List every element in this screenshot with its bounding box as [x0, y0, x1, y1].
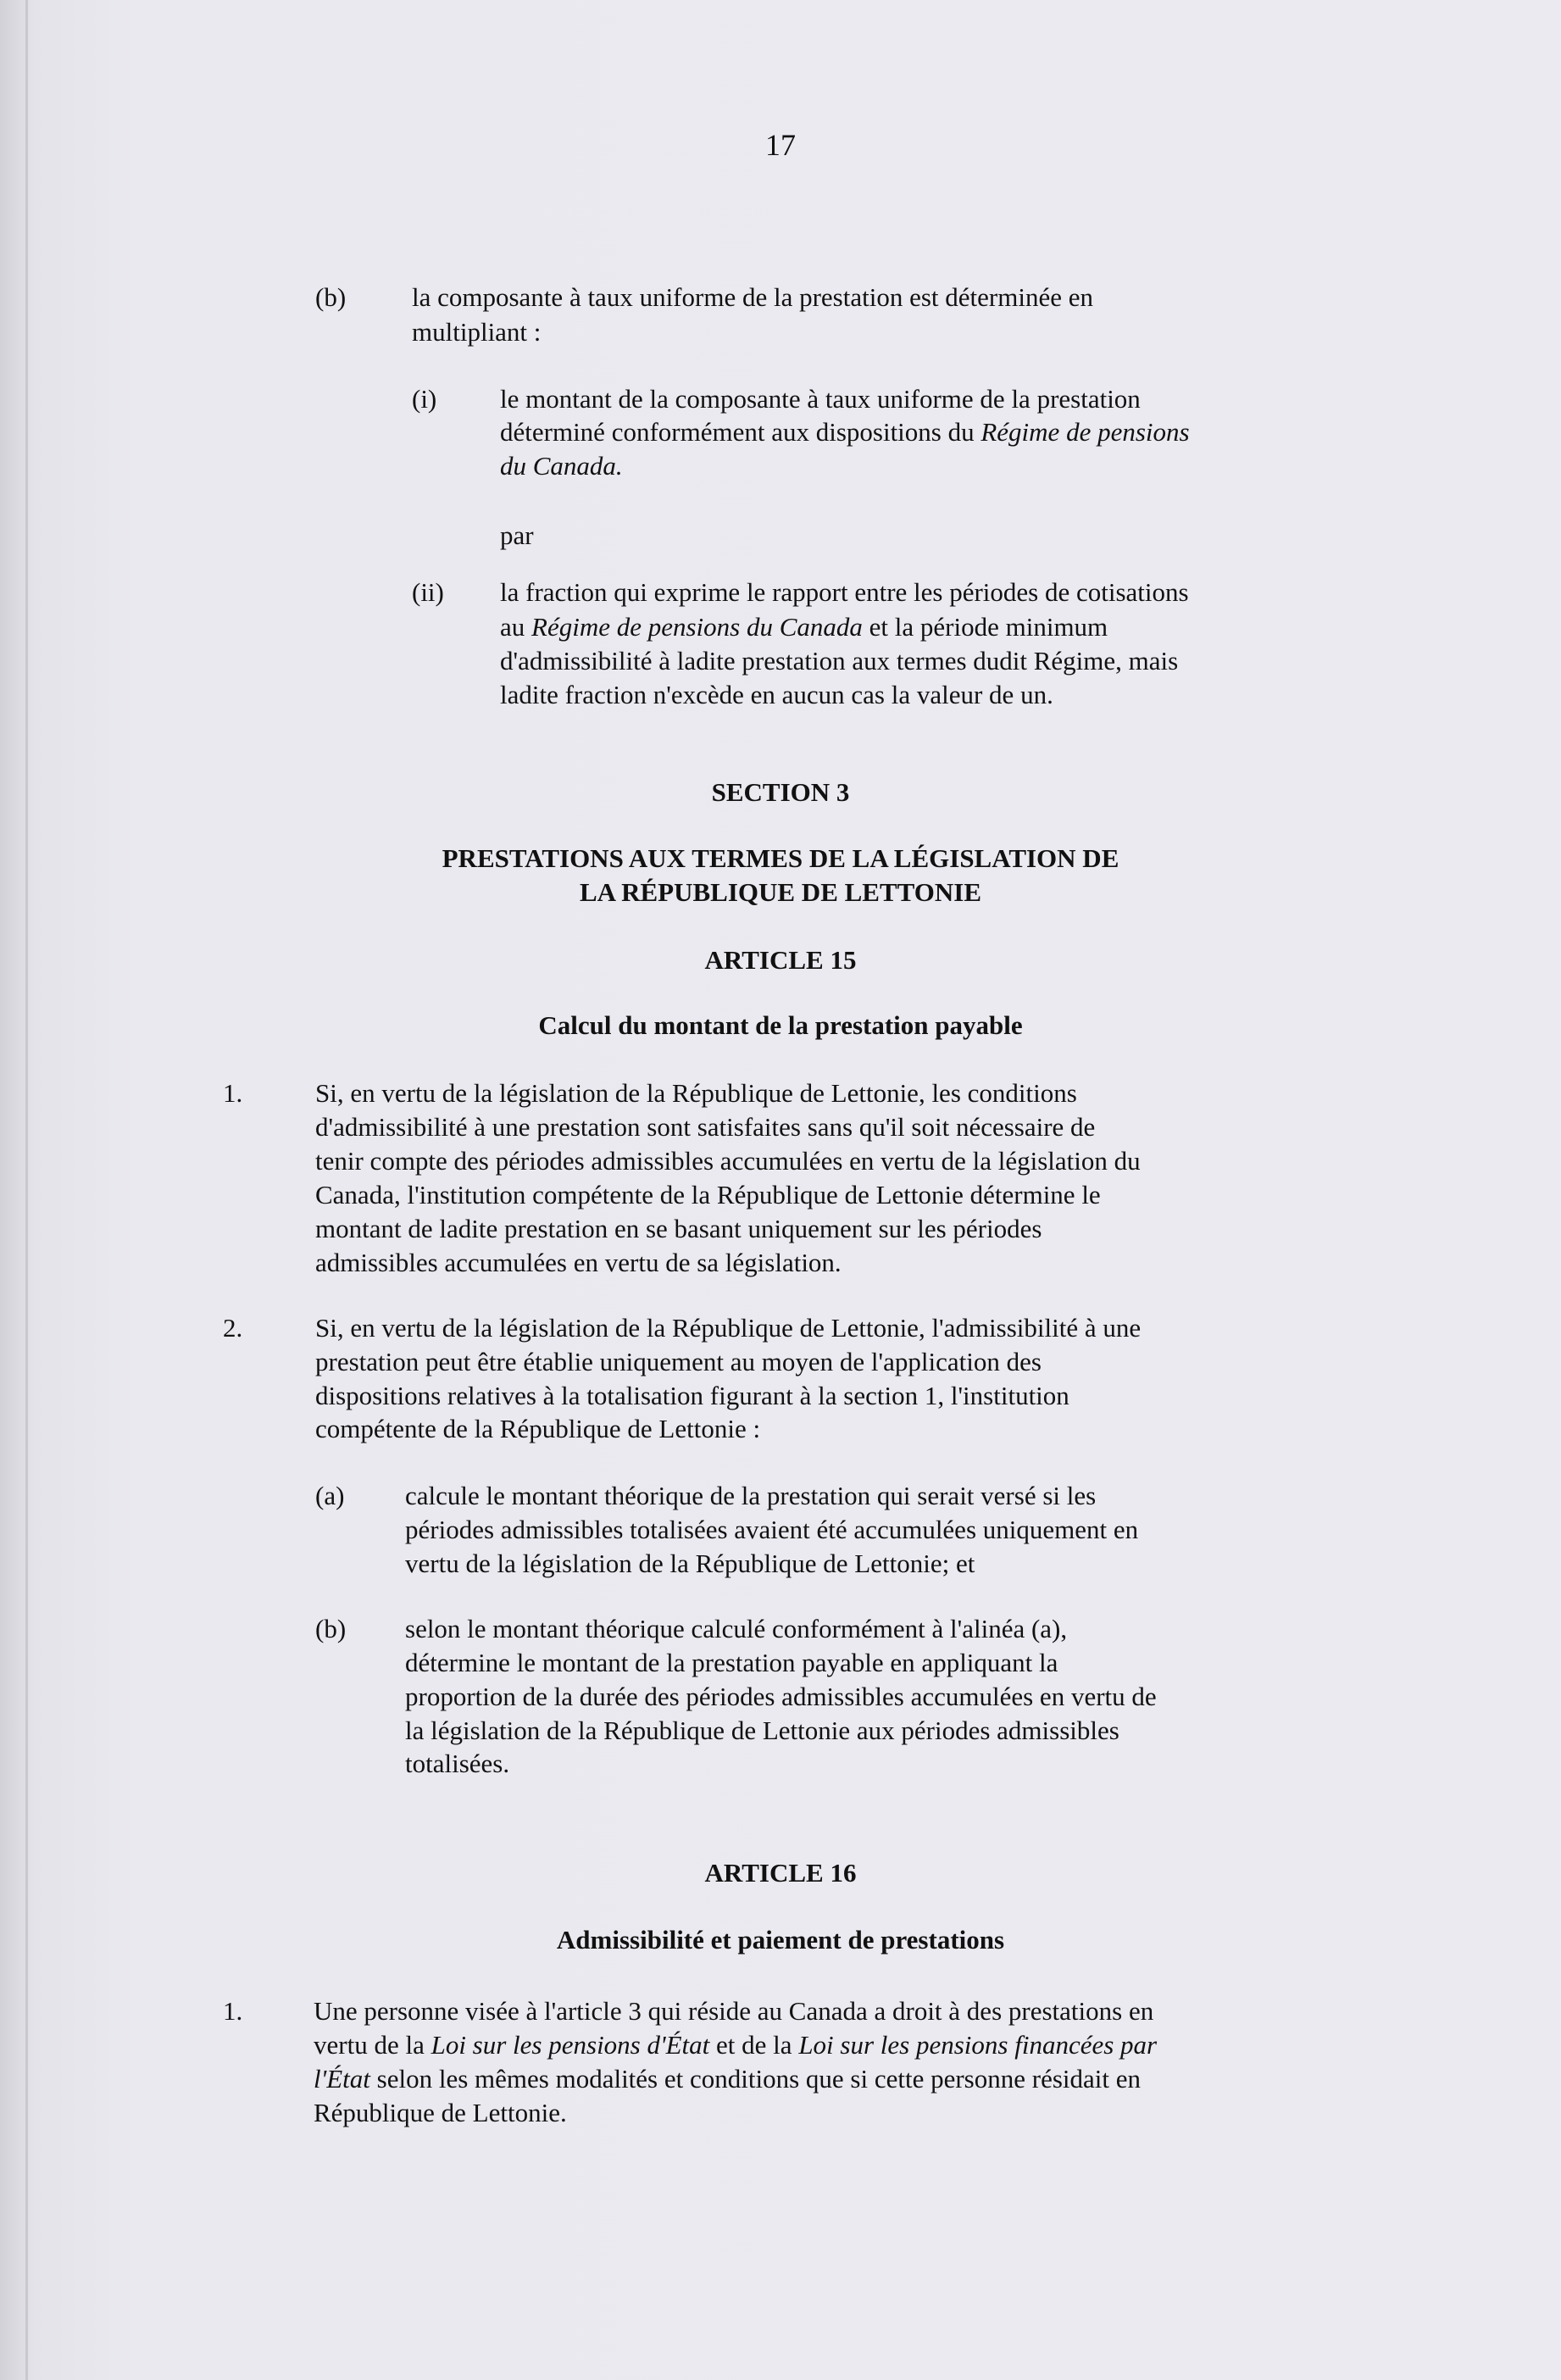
- page-edge-shadow: [25, 0, 28, 2380]
- art15-para-2-number: 2.: [223, 1313, 243, 1343]
- item-b-line-2: multipliant :: [412, 317, 542, 347]
- item-i-line-2: déterminé conformément aux dispositions du Régime de pensions: [500, 417, 1190, 447]
- article-16-heading: ARTICLE 16: [704, 1858, 857, 1888]
- art15-para-2-line: dispositions relatives à la totalisation figurant à la section 1, l'institution: [315, 1381, 1069, 1410]
- art15-item-b-line: totalisées.: [405, 1749, 510, 1778]
- item-b-line-1: la composante à taux uniforme de la prestation est déterminée en: [412, 282, 1093, 312]
- art15-para-1-number: 1.: [223, 1078, 243, 1108]
- art16-para-1-line-1: Une personne visée à l'article 3 qui réside au Canada a droit à des prestations en: [314, 1996, 1154, 2026]
- article-15-subtitle: Calcul du montant de la prestation payable: [538, 1010, 1023, 1040]
- item-i-label: (i): [412, 384, 437, 414]
- art15-item-a-line: périodes admissibles totalisées avaient été accumulées uniquement en: [405, 1515, 1139, 1544]
- item-ii-line-3: d'admissibilité à ladite prestation aux termes dudit Régime, mais: [500, 646, 1179, 676]
- art15-para-2-line: Si, en vertu de la législation de la République de Lettonie, l'admissibilité à une: [315, 1313, 1142, 1343]
- art15-para-2-line: compétente de la République de Lettonie :: [315, 1414, 761, 1443]
- item-ii-line-4: ladite fraction n'excède en aucun cas la valeur de un.: [500, 680, 1053, 709]
- art15-item-b-label: (b): [315, 1614, 347, 1643]
- art15-para-1-line: Canada, l'institution compétente de la République de Lettonie détermine le: [315, 1180, 1101, 1209]
- art15-item-b-line: la législation de la République de Lettonie aux périodes admissibles: [405, 1715, 1119, 1745]
- art15-para-1-line: tenir compte des périodes admissibles accumulées en vertu de la législation du: [315, 1146, 1141, 1176]
- art15-item-b-line: détermine le montant de la prestation payable en appliquant la: [405, 1648, 1058, 1677]
- item-i-line-3: du Canada.: [500, 451, 623, 481]
- section-title-line-1: PRESTATIONS AUX TERMES DE LA LÉGISLATION DE: [442, 843, 1119, 873]
- item-b-label: (b): [315, 282, 347, 312]
- art15-item-a-line: vertu de la législation de la République de Lettonie; et: [405, 1549, 975, 1578]
- art15-item-a-line: calcule le montant théorique de la prestation qui serait versé si les: [405, 1481, 1097, 1510]
- art15-item-b-line: selon le montant théorique calculé conformément à l'alinéa (a),: [405, 1614, 1068, 1643]
- art16-para-1-line-4: République de Lettonie.: [314, 2098, 567, 2127]
- art15-para-1-line: Si, en vertu de la législation de la République de Lettonie, les conditions: [315, 1078, 1077, 1108]
- art15-item-b-line: proportion de la durée des périodes admissibles accumulées en vertu de: [405, 1682, 1157, 1711]
- article-15-heading: ARTICLE 15: [704, 945, 857, 975]
- art15-para-2-line: prestation peut être établie uniquement au moyen de l'application des: [315, 1347, 1042, 1376]
- art15-para-1-line: montant de ladite prestation en se basant uniquement sur les périodes: [315, 1214, 1042, 1243]
- item-i-line-1: le montant de la composante à taux uniforme de la prestation: [500, 384, 1141, 414]
- item-ii-line-2: au Régime de pensions du Canada et la période minimum: [500, 612, 1108, 642]
- par-connector: par: [500, 520, 534, 550]
- section-title-line-2: LA RÉPUBLIQUE DE LETTONIE: [579, 877, 982, 907]
- art15-para-1-line: d'admissibilité à une prestation sont satisfaites sans qu'il soit nécessaire de: [315, 1112, 1096, 1142]
- art15-para-1-line: admissibles accumulées en vertu de sa législation.: [315, 1248, 842, 1277]
- art16-para-1-number: 1.: [223, 1996, 243, 2026]
- page-number: 17: [765, 128, 796, 162]
- art16-para-1-line-2: vertu de la Loi sur les pensions d'État et de la Loi sur les pensions financées par: [314, 2030, 1158, 2060]
- art15-item-a-label: (a): [315, 1481, 345, 1510]
- item-ii-label: (ii): [412, 577, 444, 607]
- section-heading: SECTION 3: [711, 777, 850, 807]
- art16-para-1-line-3: l'État selon les mêmes modalités et conditions que si cette personne résidait en: [314, 2064, 1142, 2094]
- article-16-subtitle: Admissibilité et paiement de prestations: [556, 1925, 1005, 1955]
- item-ii-line-1: la fraction qui exprime le rapport entre les périodes de cotisations: [500, 577, 1189, 607]
